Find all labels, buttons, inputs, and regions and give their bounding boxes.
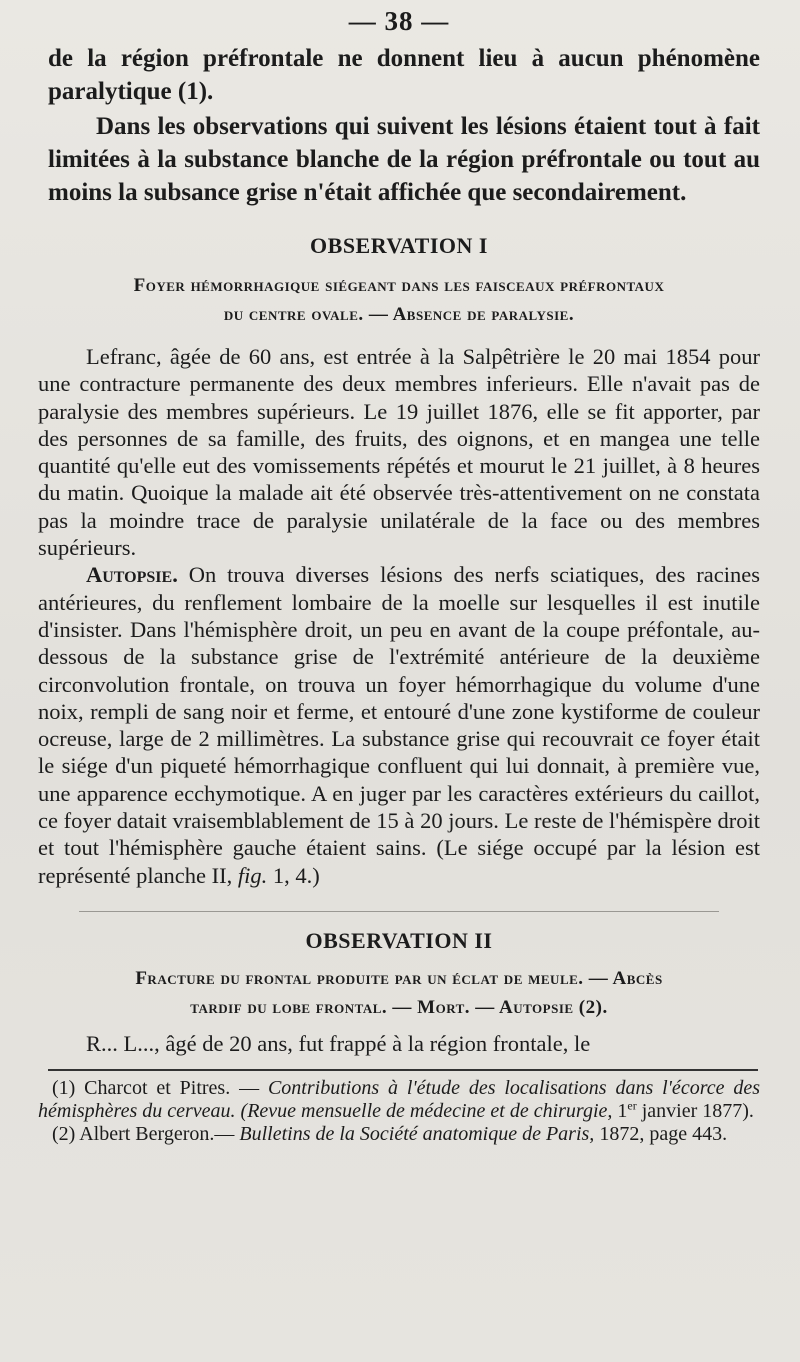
intro-paragraph-1: de la région préfrontale ne donnent lieu à aucun phénomène paralytique (1). — [48, 45, 760, 105]
footnote-1-prefix: (1) Charcot et Pitres. — — [52, 1077, 260, 1100]
observation-2-subtitle-line-1: Fracture du frontal produite par un éclat de meule. — Abcès — [135, 967, 663, 989]
observation-1-paragraph-1: Lefranc, âgée de 60 ans, est entrée à la Salpêtrière le 20 mai 1854 pour une contracture permanente des deux membres inferieurs. Elle n'avait pas de paralysie des membres supérieurs. Le 19 juillet 1876, elle se fit apporter, par des personnes de sa famille, des fruits, des oignons, et en mangea une telle quantité qu'elle eut des vomissements répétés et mourut le 21 juillet, à 8 heures du matin. Quoique la malade ait été observée très-attentivement on ne constata pas la moindre trace de paralysie unilatérale de la face ou des membres supérieurs. — [38, 344, 760, 561]
observation-1-heading: OBSERVATION I — [310, 233, 488, 258]
observation-1-paragraph-2 — [38, 561, 760, 889]
autopsy-label: Autopsie. — [86, 562, 178, 588]
footnote-2-end: 1872, page 443. — [599, 1123, 728, 1146]
observation-2-subtitle-line-2: tardif du lobe frontal. — Mort. — Autopsie (2). — [190, 996, 608, 1018]
footnote-1 — [38, 1077, 760, 1123]
footnote-2-title: Bulletins de la Société anatomique de Paris, — [239, 1123, 595, 1146]
page-number: — 38 — — [348, 6, 450, 36]
autopsy-text: On trouva diverses lésions des nerfs sciatiques, des racines antérieures, du renflement lombaire de la moelle sur lesquelles il est inutile d'insister. Dans l'hémisphère droit, un peu en avant de la coupe préfontale, au-dessous de la substance grise de l'extrémité antérieure de la deuxième circonvolution frontale, on trouva un foyer hémorrhagique du volume d'une noix, rempli de sang noir et ferme, et entouré d'une zone kystiforme de couleur ocreuse, large de 2 millimètres. La substance grise qui recouvrait ce foyer était le siége d'un piqueté hémorrhagique confluent qui lui donnait, à première vue, une apparence ecchymotique. A en juger par les caractères extérieurs du caillot, ce foyer datait vraisemblablement de 15 à 20 jours. Le reste de l'hémispère droit et tout l'hémisphère gauche étaient sains. (Le siége occupé par la lésion est représenté planche II, — [38, 562, 761, 888]
footnote-1-title: Contributions à l'étude des localisations dans l'écorce des hémisphères du cerveau. (Revue mensuelle de médecine et de chirurgie, — [38, 1077, 761, 1123]
footnote-1-date-ordinal: er — [627, 1098, 637, 1113]
observation-1-subtitle-line-2: du centre ovale. — Absence de paralysie. — [223, 304, 575, 325]
intro-paragraph-2: Dans les observations qui suivent les lésions étaient tout à fait limitées à la substance blanche de la région préfrontale ou tout au moins la subsance grise n'était affichée que secondairement. — [48, 113, 760, 206]
observation-2-heading: OBSERVATION II — [305, 927, 493, 953]
figure-ref-end: 1, 4.) — [272, 862, 320, 888]
observation-2-paragraph-1: R... L..., âgé de 20 ans, fut frappé à la région frontale, le — [86, 1030, 591, 1056]
footnote-1-date-day: 1 — [617, 1100, 628, 1123]
footnote-2-prefix: (2) Albert Bergeron.— — [52, 1123, 235, 1146]
footnote-1-date-rest: janvier 1877). — [641, 1100, 754, 1123]
figure-ref: fig. — [237, 862, 268, 888]
footnote-2 — [38, 1123, 760, 1146]
observation-1-subtitle-line-1: Foyer hémorrhagique siégeant dans les faisceaux préfrontaux — [133, 275, 665, 296]
